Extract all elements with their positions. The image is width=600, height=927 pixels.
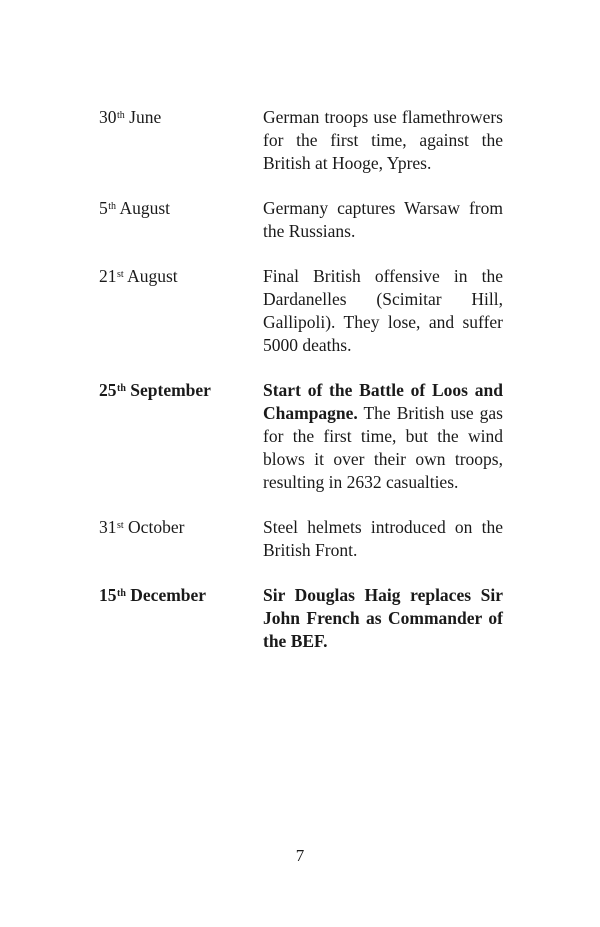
page-number: 7 [295,846,305,865]
entry-event [263,106,503,175]
date-suffix: th [117,109,125,121]
event-text: Steel helmets introduced on the British Front. [263,517,503,560]
date-month: August [116,198,171,218]
event-text: Germany captures Warsaw from the Russians. [263,198,503,241]
event-text: Final British offensive in the Dardanelles (Scimitar Hill, Gallipoli). They lose, and suffer 5000 deaths. [263,266,503,355]
event-bold-text: Sir Douglas Haig replaces Sir John French as Commander of the BEF. [263,585,503,651]
entry-date [99,265,263,288]
timeline-entry [99,106,503,175]
date-month: June [124,107,162,127]
date-month: September [125,380,211,400]
date-day: 15 [99,585,117,605]
timeline-entry [99,584,503,653]
entry-event [263,379,503,494]
timeline [99,106,503,653]
event-bold-text: Start of the Battle of Loos and Champagne. [263,380,503,423]
date-month: October [123,517,185,537]
date-suffix: th [117,382,126,394]
timeline-entry [99,265,503,357]
entry-event [263,265,503,357]
date-suffix: st [117,519,124,531]
date-suffix: th [108,200,117,212]
date-month: August [123,266,178,286]
entry-date [99,584,263,607]
date-suffix: th [117,587,126,599]
date-day: 5 [99,198,108,218]
date-day: 25 [99,380,117,400]
date-suffix: st [117,268,124,280]
entry-event [263,584,503,653]
timeline-entry [99,379,503,494]
timeline-entry [99,197,503,243]
entry-date [99,197,263,220]
date-day: 31 [99,517,117,537]
date-day: 30 [99,107,117,127]
entry-event [263,197,503,243]
entry-date [99,379,263,402]
entry-date [99,516,263,539]
event-text: German troops use flamethrowers for the first time, against the British at Hooge, Ypres. [263,107,503,173]
timeline-entry [99,516,503,562]
event-text: The British use gas for the first time, but the wind blows it over their own troops, resulting in 2632 casualties. [263,403,503,492]
entry-date [99,106,263,129]
date-month: December [125,585,207,605]
date-day: 21 [99,266,117,286]
entry-event [263,516,503,562]
